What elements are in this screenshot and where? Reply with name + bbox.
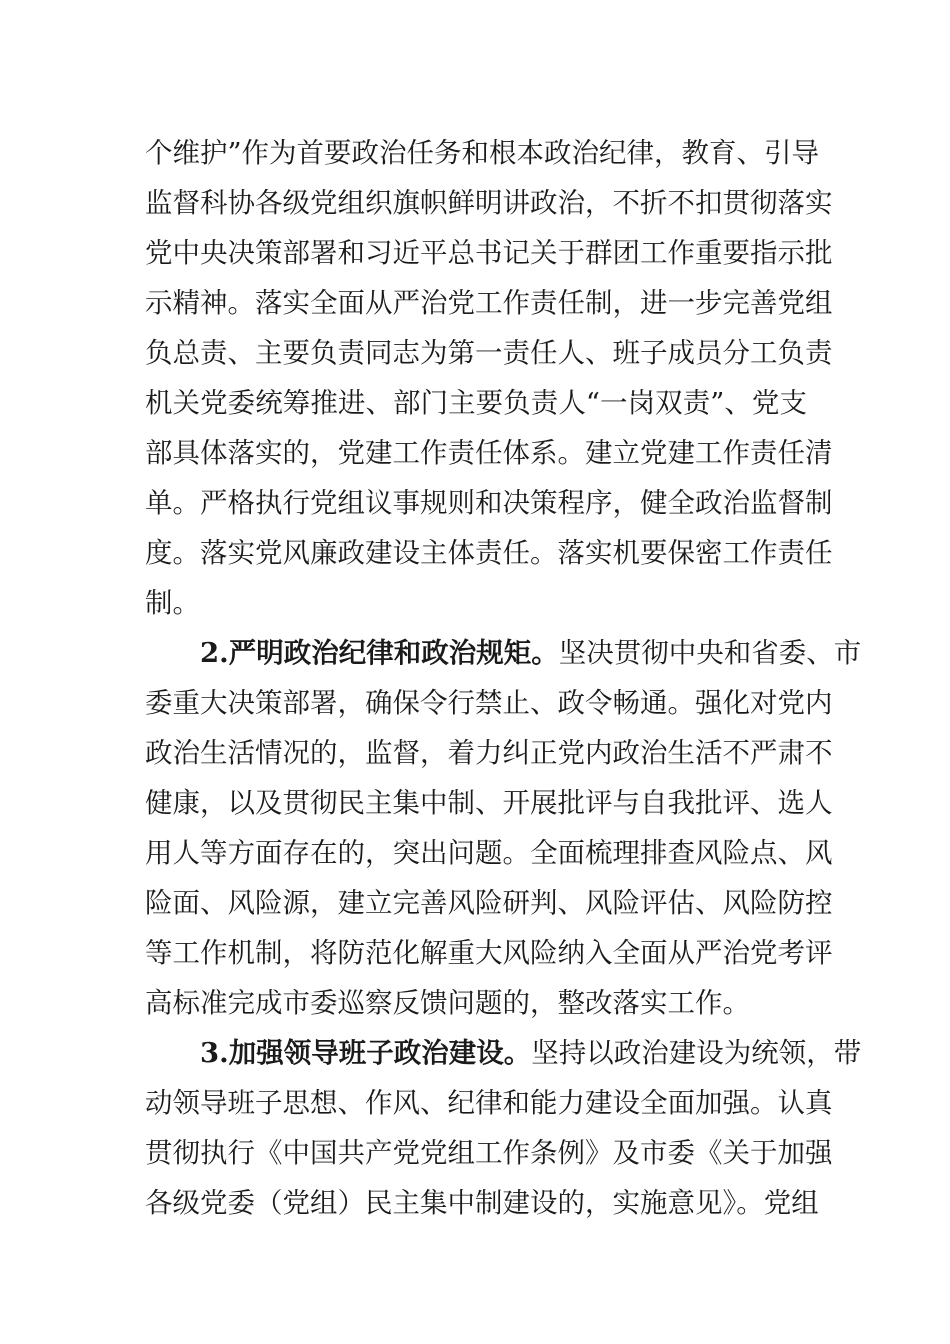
paragraph-line: 负总责、主要负责同志为第一责任人、班子成员分工负责 <box>145 337 833 369</box>
paragraph-line: 健康，以及贯彻民主集中制、开展批评与自我批评、选人 <box>145 787 833 819</box>
section-3-first-line <box>200 1028 862 1078</box>
paragraph-line: 各级党委（党组）民主集中制建设的，实施意见》。党组 <box>145 1187 819 1219</box>
paragraph-line: 度。落实党风廉政建设主体责任。落实机要保密工作责任 <box>145 537 833 569</box>
paragraph-line: 险面、风险源，建立完善风险研判、风险评估、风险防控 <box>145 887 833 919</box>
paragraph-line: 高标准完成市委巡察反馈问题的，整改落实工作。 <box>145 987 750 1019</box>
paragraph-line: 制。 <box>145 587 200 619</box>
paragraph-line: 用人等方面存在的，突出问题。全面梳理排查风险点、风 <box>145 837 833 869</box>
section-2-first-line-text: 坚决贯彻中央和省委、市 <box>558 637 862 669</box>
paragraph-line: 监督科协各级党组织旗帜鲜明讲政治，不折不扣贯彻落实 <box>145 187 833 219</box>
paragraph-line: 单。严格执行党组议事规则和决策程序，健全政治监督制 <box>145 487 833 519</box>
section-2-heading: 2.严明政治纪律和政治规矩。 <box>200 637 559 669</box>
paragraph-line: 部具体落实的，党建工作责任体系。建立党建工作责任清 <box>145 437 833 469</box>
paragraph-line: 党中央决策部署和习近平总书记关于群团工作重要指示批 <box>145 237 833 269</box>
paragraph-line: 政治生活情况的，监督，着力纠正党内政治生活不严肃不 <box>145 737 833 769</box>
paragraph-line: 动领导班子思想、作风、纪律和能力建设全面加强。认真 <box>145 1087 833 1119</box>
paragraph-line: 委重大决策部署，确保令行禁止、政令畅通。强化对党内 <box>145 687 833 719</box>
paragraph-line: 个维护”作为首要政治任务和根本政治纪律，教育、引导 <box>145 137 820 169</box>
paragraph-line: 等工作机制，将防范化解重大风险纳入全面从严治党考评 <box>145 937 833 969</box>
paragraph-line: 贯彻执行《中国共产党党组工作条例》及市委《关于加强 <box>145 1137 833 1169</box>
section-3-heading: 3.加强领导班子政治建设。 <box>200 1037 532 1069</box>
section-3-first-line-text: 坚持以政治建设为统领，带 <box>531 1037 862 1069</box>
paragraph-line: 机关党委统筹推进、部门主要负责人“一岗双责”、党支 <box>145 387 807 419</box>
section-2-first-line <box>200 628 862 678</box>
paragraph-line: 示精神。落实全面从严治党工作责任制，进一步完善党组 <box>145 287 833 319</box>
